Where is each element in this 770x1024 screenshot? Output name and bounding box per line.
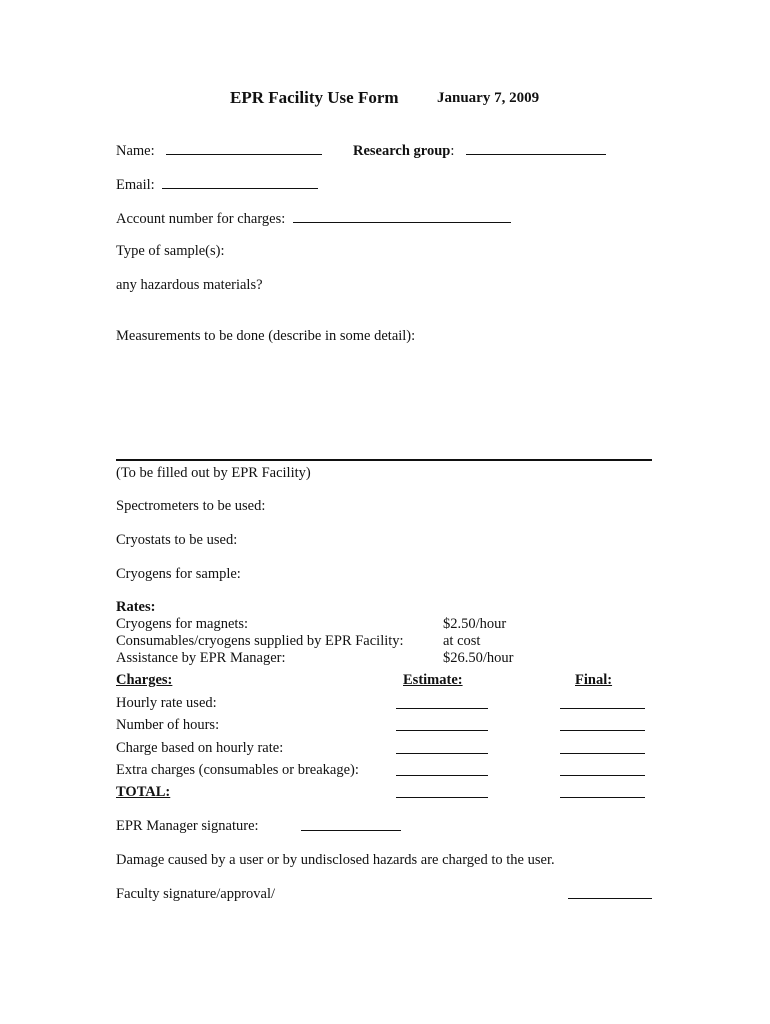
estimate-heading: Estimate:	[403, 672, 463, 688]
total-final-field[interactable]	[560, 785, 645, 798]
sample-type-label: Type of sample(s):	[116, 243, 225, 259]
cryogens-label: Cryogens for sample:	[116, 566, 241, 582]
name-row	[116, 142, 322, 160]
email-row	[116, 176, 318, 194]
rate-label: Cryogens for magnets:	[116, 616, 249, 632]
form-date: January 7, 2009	[437, 90, 540, 106]
name-field[interactable]	[166, 142, 322, 155]
total-label: TOTAL:	[116, 784, 171, 800]
charge-row-label: Charge based on hourly rate:	[116, 740, 284, 756]
research-group-label: Research group	[353, 143, 451, 159]
account-field[interactable]	[293, 210, 511, 223]
rate-label: Assistance by EPR Manager:	[116, 650, 286, 666]
final-field[interactable]	[560, 718, 645, 731]
total-estimate-field[interactable]	[396, 785, 488, 798]
rate-value: $2.50/hour	[443, 616, 507, 632]
rates-heading: Rates:	[116, 599, 156, 615]
name-label: Name:	[116, 143, 155, 159]
email-label: Email:	[116, 177, 155, 193]
rate-value: at cost	[443, 633, 481, 649]
damage-note: Damage caused by a user or by undisclosed hazards are charged to the user.	[116, 852, 555, 868]
faculty-signature-field[interactable]	[568, 886, 652, 899]
form-title: EPR Facility Use Form	[230, 88, 399, 107]
hazardous-label: any hazardous materials?	[116, 277, 263, 293]
rate-label: Consumables/cryogens supplied by EPR Facility:	[116, 633, 404, 649]
section-divider	[116, 459, 652, 461]
final-field[interactable]	[560, 696, 645, 709]
rate-value: $26.50/hour	[443, 650, 514, 666]
research-group-row	[353, 142, 606, 160]
spectrometers-label: Spectrometers to be used:	[116, 498, 266, 514]
charge-row-label: Extra charges (consumables or breakage):	[116, 762, 359, 778]
charge-row-label: Hourly rate used:	[116, 695, 217, 711]
measurements-label: Measurements to be done (describe in some detail):	[116, 328, 416, 344]
estimate-field[interactable]	[396, 696, 488, 709]
charge-row-label: Number of hours:	[116, 717, 220, 733]
manager-signature-field[interactable]	[301, 818, 401, 831]
manager-signature-label: EPR Manager signature:	[116, 818, 259, 834]
final-field[interactable]	[560, 763, 645, 776]
estimate-field[interactable]	[396, 718, 488, 731]
final-field[interactable]	[560, 741, 645, 754]
facility-note: (To be filled out by EPR Facility)	[116, 465, 311, 481]
email-field[interactable]	[162, 176, 318, 189]
estimate-field[interactable]	[396, 741, 488, 754]
estimate-field[interactable]	[396, 763, 488, 776]
final-heading: Final:	[575, 672, 613, 688]
account-row	[116, 210, 511, 228]
faculty-label: Faculty signature/approval/	[116, 886, 276, 902]
research-group-colon: :	[450, 143, 455, 159]
account-label: Account number for charges:	[116, 211, 286, 227]
charges-heading: Charges:	[116, 672, 173, 688]
cryostats-label: Cryostats to be used:	[116, 532, 238, 548]
research-group-field[interactable]	[466, 142, 606, 155]
